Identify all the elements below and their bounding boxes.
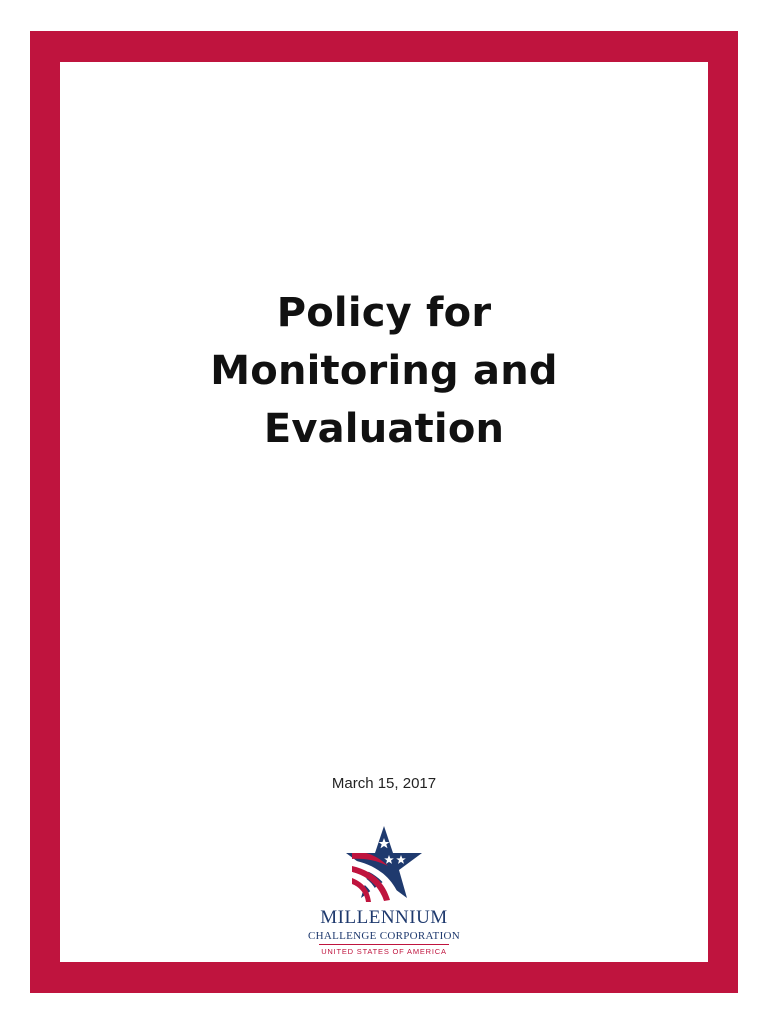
- cover-content: [60, 62, 708, 962]
- document-date: March 15, 2017: [331, 775, 437, 792]
- title-line-2: Monitoring and: [210, 348, 558, 394]
- title-line-3: Evaluation: [263, 406, 505, 452]
- organization-logo: [284, 824, 484, 964]
- title-line-1: Policy for: [276, 290, 492, 336]
- red-border-frame: [30, 31, 738, 993]
- document-title: [60, 284, 708, 458]
- logo-subname: CHALLENGE CORPORATION: [307, 930, 461, 942]
- star-flag-logo-icon: [344, 824, 424, 904]
- logo-name: MILLENNIUM: [320, 907, 448, 928]
- logo-divider: [319, 944, 449, 945]
- logo-country: UNITED STATES OF AMERICA: [321, 947, 447, 956]
